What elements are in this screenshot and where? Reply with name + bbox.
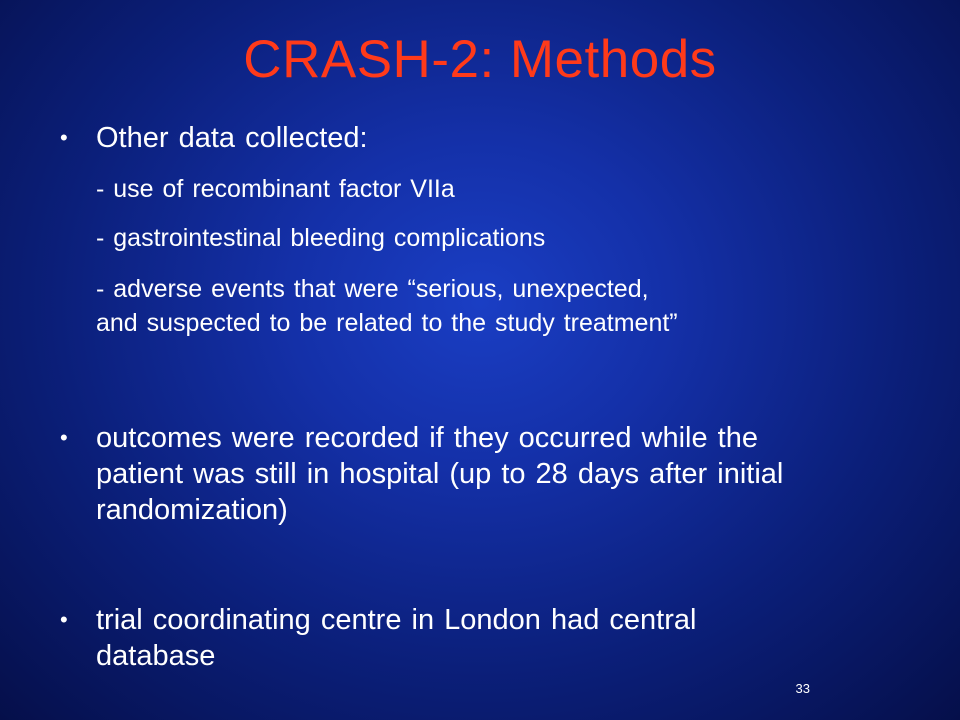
bullet-outcomes [60,420,920,528]
bullet-icon: • [60,125,68,150]
bullet-text-line2: patient was still in hospital (up to 28 days after initial [96,458,784,490]
sub-item-factor-viia: - use of recombinant factor VIIa [96,175,455,203]
bullet-text [96,420,920,528]
slide-title: CRASH-2: Methods [243,30,717,89]
bullet-icon: • [60,607,68,632]
sub-item-adverse-events-line1: - adverse events that were “serious, unexpected, [96,275,649,303]
bullet-coordinating-centre [60,602,920,674]
bullet-text [96,602,920,674]
sub-item-adverse-events-line2: and suspected to be related to the study treatment” [96,309,678,337]
page-number: 33 [795,681,810,696]
bullet-icon: • [60,425,68,450]
sub-item-gi-bleeding: - gastrointestinal bleeding complications [96,224,546,252]
bullet-other-data [60,120,920,156]
bullet-text-line1: trial coordinating centre in London had central [96,604,697,636]
sub-item-adverse-events [96,272,896,340]
bullet-text-line3: randomization) [96,494,288,526]
bullet-text-line1: outcomes were recorded if they occurred while the [96,422,758,454]
bullet-text-line2: database [96,640,216,672]
bullet-text: Other data collected: [96,122,368,154]
